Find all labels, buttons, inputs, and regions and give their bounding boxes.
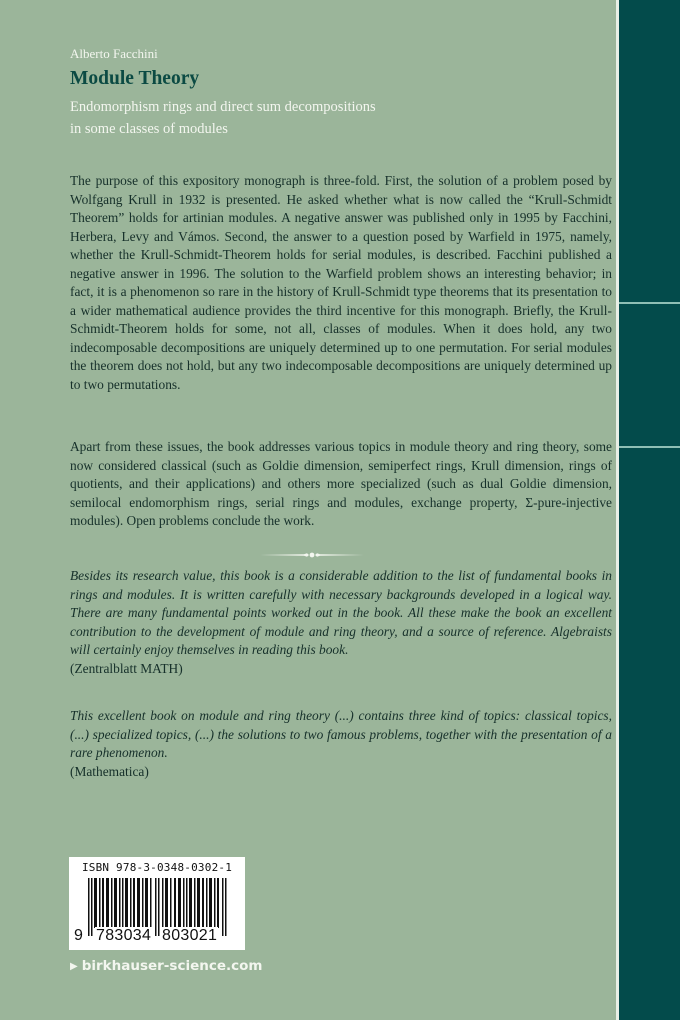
description-paragraph: Apart from these issues, the book addresses various topics in module theory and ring theory, some now considered classical (such as Goldie dimension, semiperfect rings, Krull dimension, rings of quotients, and their applications) and others more specialized (such as dual Goldie dimension, semilocal endomorphism rings, serial rings and modules, exchange property, Σ-pure-injective modules). Open problems conclude the work. bbox=[70, 439, 612, 528]
description-paragraph: The purpose of this expository monograph is three-fold. First, the solution of a problem posed by Wolfgang Krull in 1932 is presented. He asked whether what is now called the “Krull-Schmidt Theorem” holds for artinian modules. A negative answer was published only in 1995 by Facchini, Herbera, Levy and Vámos. Second, the answer to a question posed by Warfield in 1975, namely, whether the Krull-Schmidt-Theorem holds for serial modules, is described. Facchini published a negative answer in 1996. The solution to the Warfield problem shows an interesting behavior; in fact, it is a phenomenon so rare in the history of Krull-Schmidt type theorems that its presentation to a wider mathematical audience provides the third incentive for this monograph. Briefly, the Krull-Schmidt-Theorem holds for some, not all, classes of modules. When it does hold, any two indecomposable decompositions are uniquely determined up to one permutation. For serial modules the theorem does not hold, but any two indecomposable decompositions are uniquely determined up to two permutations. bbox=[70, 173, 612, 392]
spine-divider-line bbox=[619, 446, 680, 448]
subtitle-line: Endomorphism rings and direct sum decompositions bbox=[70, 99, 376, 115]
spine-divider-line bbox=[619, 302, 680, 304]
barcode-digits-left: 783034 bbox=[96, 927, 152, 944]
isbn-barcode bbox=[69, 857, 245, 950]
book-subtitle bbox=[70, 96, 610, 140]
play-arrow-icon: ▶ bbox=[70, 961, 78, 972]
publisher-url: birkhauser-science.com bbox=[81, 958, 263, 974]
book-title: Module Theory bbox=[70, 68, 200, 89]
publisher-website bbox=[70, 958, 262, 974]
book-spine bbox=[619, 0, 680, 1020]
review-quote: This excellent book on module and ring theory (...) contains three kind of topics: classical topics, (...) specialized topics, (...) the solutions to two famous problems, together with the presentation of a rare phenomenon. bbox=[70, 708, 612, 760]
review-quote: Besides its research value, this book is a considerable addition to the list of fundamental books in rings and modules. It is written carefully with necessary backgrounds developed in a logical way. There are many fundamental points worked out in the book. All these make the book an excellent contribution to the development of module and ring theory, and a source of reference. Algebraists will certainly enjoy themselves in reading this book. bbox=[70, 568, 612, 657]
subtitle-line: in some classes of modules bbox=[70, 121, 228, 137]
author-name: Alberto Facchini bbox=[70, 46, 158, 61]
barcode-digits-right: 803021 bbox=[162, 927, 218, 944]
ornament-divider-icon bbox=[260, 552, 364, 558]
isbn-label: ISBN 978-3-0348-0302-1 bbox=[81, 861, 233, 874]
barcode-digit-first: 9 bbox=[74, 927, 83, 944]
review-source: (Mathematica) bbox=[70, 763, 149, 779]
review-block bbox=[70, 707, 612, 781]
review-source: (Zentralblatt MATH) bbox=[70, 660, 183, 676]
review-block bbox=[70, 567, 612, 678]
